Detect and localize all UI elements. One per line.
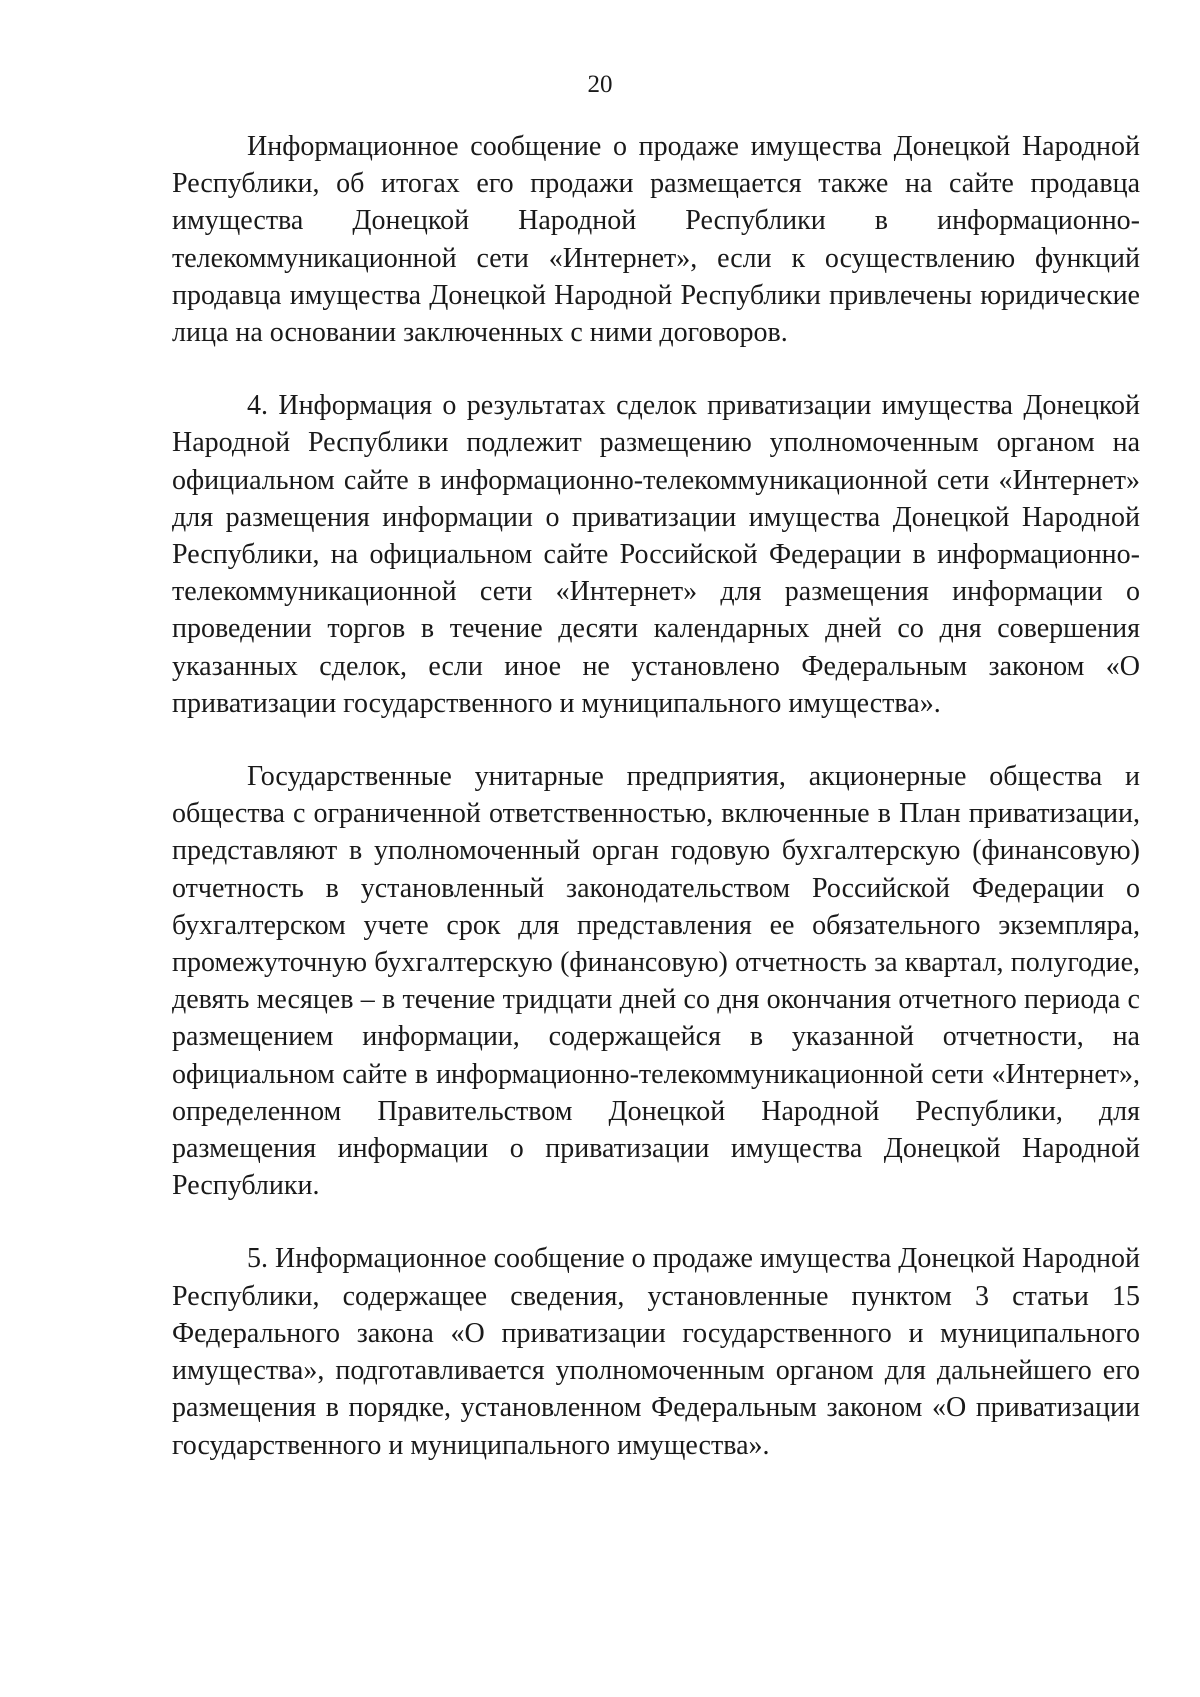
paragraph-enterprises-reporting: Государственные унитарные предприятия, акционерные общества и общества с ограниченной ответственностью, включенные в План приватизации, представляют в уполномоченный орган годовую бухгалтерскую (финансовую) отчетность в установленный законодательством Российской Федерации о бухгалтерском учете срок для представления ее обязательного экземпляра, промежуточную бухгалтерскую (финансовую) отчетность за квартал, полугодие, девять месяцев – в течение тридцати дней со дня окончания отчетного периода с размещением информации, содержащейся в указанной отчетности, на официальном сайте в информационно-телекоммуникационной сети «Интернет», определенном Правительством Донецкой Народной Республики, для размещения информации о приватизации имущества Донецкой Народной Республики. [172, 761, 1140, 1202]
paragraph-item-4-privatization-results: 4. Информация о результатах сделок приватизации имущества Донецкой Народной Республики подлежит размещению уполномоченным органом на официальном сайте в информационно-телекоммуникационной сети «Интернет» для размещения информации о приватизации имущества Донецкой Народной Республики, на официальном сайте Российской Федерации в информационно-телекоммуникационной сети «Интернет» для размещения информации о проведении торгов в течение десяти календарных дней со дня совершения указанных сделок, если иное не установлено Федеральным законом «О приватизации государственного и муниципального имущества». [172, 390, 1140, 719]
paragraph-item-5-sale-announcement: 5. Информационное сообщение о продаже имущества Донецкой Народной Республики, содержащее сведения, установленные пунктом 3 статьи 15 Федерального закона «О приватизации государственного и муниципального имущества», подготавливается уполномоченным органом для дальнейшего его размещения в порядке, установленном Федеральным законом «О приватизации государственного и муниципального имущества». [172, 1243, 1140, 1461]
document-body [172, 128, 1140, 1464]
page-number: 20 [587, 71, 613, 98]
paragraph-sale-info-publication: Информационное сообщение о продаже имущества Донецкой Народной Республики, об итогах его продажи размещается также на сайте продавца имущества Донецкой Народной Республики в информационно-телекоммуникационной сети «Интернет», если к осуществлению функций продавца имущества Донецкой Народной Республики привлечены юридические лица на основании заключенных с ними договоров. [172, 131, 1140, 349]
